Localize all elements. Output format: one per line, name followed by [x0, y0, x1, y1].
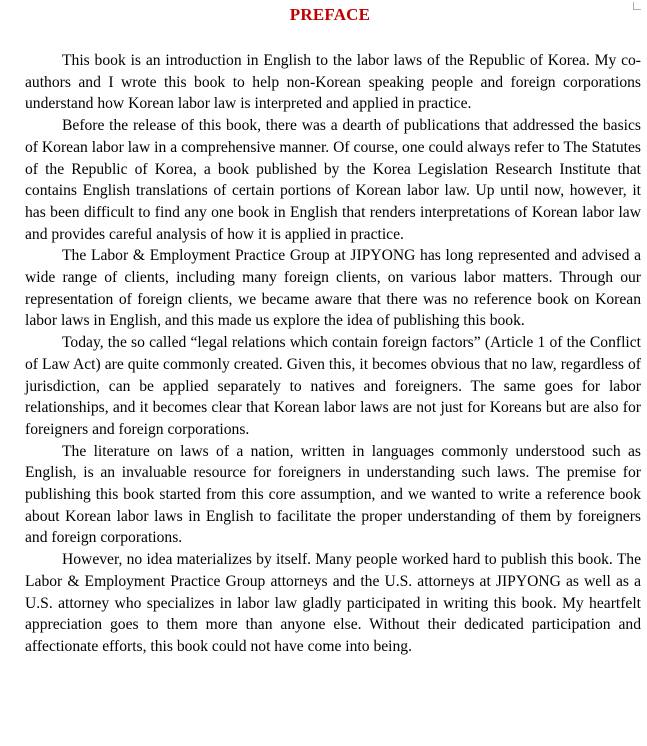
- paragraph-background: Before the release of this book, there was a dearth of publications that addressed the basics of Korean labor law in a comprehensive manner. Of course, one could always refer to The Statutes of the Republic of Korea, a book published by the Korea Legislation Research Institute that contains English translations of certain portions of Korean labor law. Up until now, however, it has been difficult to find any one book in English that renders interpretations of Korean labor law and provides careful analysis of how it is applied in practice.: [25, 117, 641, 243]
- page-title: PREFACE: [289, 5, 371, 24]
- paragraph-intro: This book is an introduction in English to the labor laws of the Republic of Korea. My co-authors and I wrote this book to help non-Korean speaking people and foreign corporations understand how Korean labor law is interpreted and applied in practice.: [25, 52, 641, 113]
- paragraph-acknowledgements: However, no idea materializes by itself. Many people worked hard to publish this book. The Labor & Employment Practice Group attorneys and the U.S. attorneys at JIPYONG as well as a U.S. attorney who specializes in labor law gladly participated in writing this book. My heartfelt appreciation goes to them more than anyone else. Without their dedicated participation and affectionate efforts, this book could not have come into being.: [25, 551, 641, 655]
- document-body: [25, 50, 641, 658]
- paragraph-foreign-factors: Today, the so called “legal relations which contain foreign factors” (Article 1 of the Conflict of Law Act) are quite commonly created. Given this, it becomes obvious that no law, regardless of jurisdiction, can be applied separately to natives and foreigners. The same goes for labor relationships, and it becomes clear that Korean labor laws are not just for Koreans but are also for foreigners and foreign corporations.: [25, 334, 641, 438]
- paragraph-practice-group: The Labor & Employment Practice Group at JIPYONG has long represented and advised a wide range of clients, including many foreign clients, on various labor matters. Through our representation of foreign clients, we became aware that there was no reference book on Korean labor laws in English, and this made us explore the idea of publishing this book.: [25, 247, 641, 330]
- paragraph-literature: The literature on laws of a nation, written in languages commonly understood such as English, is an invaluable resource for foreigners in understanding such laws. The premise for publishing this book started from this core assumption, and we wanted to write a reference book about Korean labor laws in English to facilitate the proper understanding of them by foreigners and foreign corporations.: [25, 442, 641, 547]
